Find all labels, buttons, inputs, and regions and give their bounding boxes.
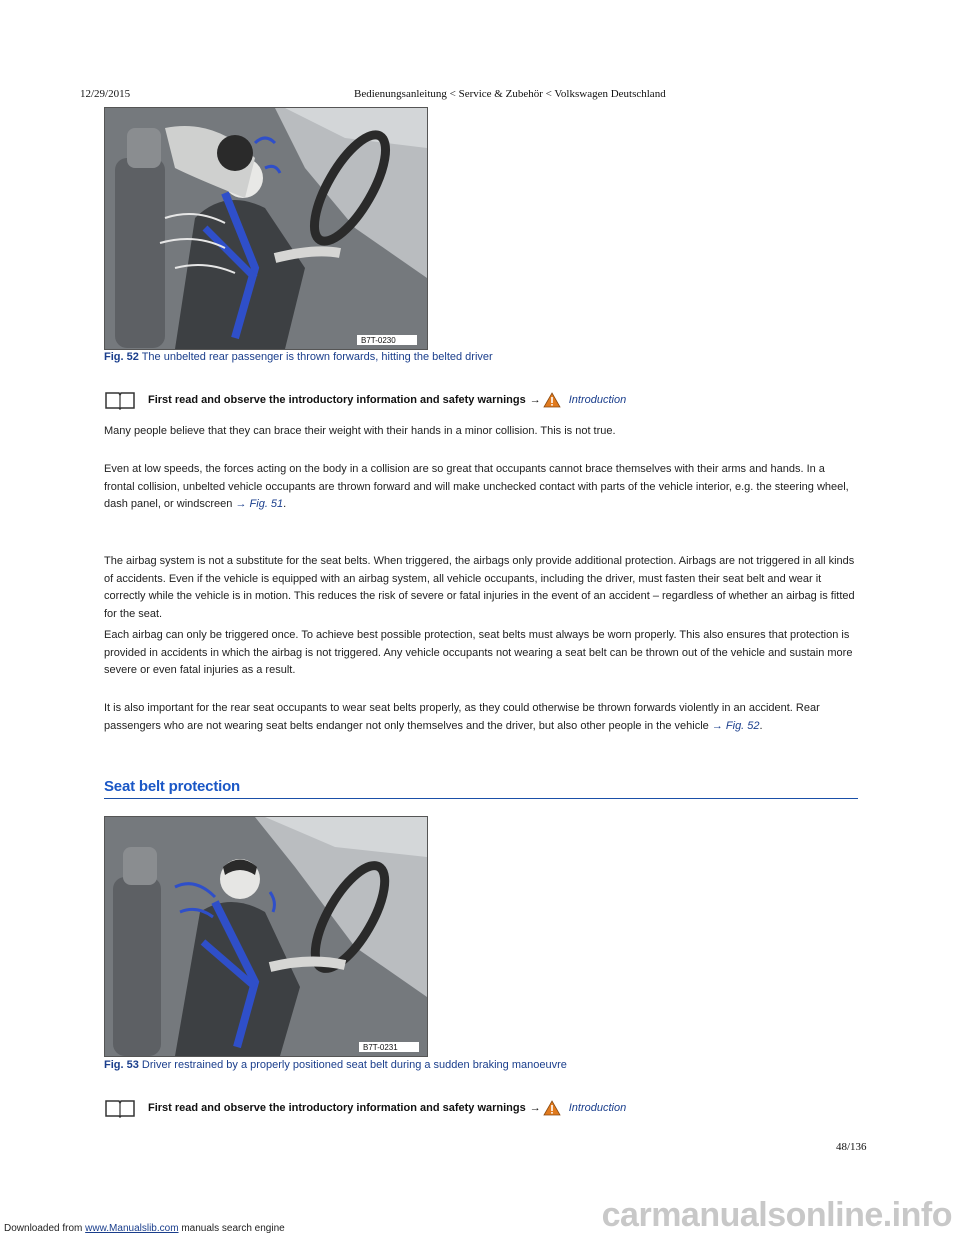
book-icon — [104, 1098, 136, 1118]
manualslib-link[interactable]: www.Manualslib.com — [85, 1223, 179, 1234]
paragraph-4 — [104, 627, 856, 680]
figure-53-illustration — [104, 816, 428, 1057]
introduction-link-2[interactable]: Introduction — [568, 1102, 627, 1114]
paragraph-4-text: Each airbag can only be triggered once. To achieve best possible protection, seat belts must always be worn properly. This also ensures that protection is provided in accidents in which the airbag is not triggered. Any vehicle occupants not wearing a seat belt can be thrown out of the vehicle and sustain more severe or even fatal injuries as a result. — [104, 629, 853, 676]
paragraph-2 — [104, 461, 856, 514]
safety-note-2 — [104, 1097, 626, 1119]
safety-note-2-arrow: → — [529, 1102, 541, 1114]
figure-52-caption — [104, 351, 493, 363]
footer-prefix: Downloaded from — [4, 1223, 83, 1234]
figure-53-code: B7T-0231 — [363, 1043, 398, 1052]
fig-51-link[interactable]: → Fig. 51 — [235, 498, 284, 510]
paragraph-5-text: It is also important for the rear seat occupants to wear seat belts properly, as they could otherwise be thrown forwards violently in an accident. Rear passengers who are not wearing seat belts endanger not only themselves and the driver, but also other people in the vehicle — [104, 702, 820, 732]
paragraph-5 — [104, 700, 856, 735]
footer-suffix: manuals search engine — [181, 1223, 285, 1234]
paragraph-1-text: Many people believe that they can brace their weight with their hands in a minor collision. This is not true. — [104, 425, 616, 437]
download-footer — [4, 1223, 285, 1234]
warning-icon — [543, 1100, 561, 1116]
paragraph-1 — [104, 423, 856, 441]
figure-52-label: Fig. 52 — [104, 351, 139, 363]
book-icon — [104, 390, 136, 410]
paragraph-2-end: . — [283, 498, 287, 510]
figure-53-caption — [104, 1059, 567, 1071]
warning-icon — [543, 392, 561, 408]
paragraph-3 — [104, 553, 856, 623]
figure-52-illustration — [104, 107, 428, 350]
section-title: Seat belt protection — [104, 778, 241, 795]
figure-52-caption-text: The unbelted rear passenger is thrown forwards, hitting the belted driver — [141, 351, 493, 363]
paragraph-2-text: Even at low speeds, the forces acting on the body in a collision are so great that occupants cannot brace themselves with their arms and hands. In a frontal collision, unbelted vehicle occupants are thrown forward and will make unchecked contact with parts of the vehicle interior, e.g. the steering wheel, dash panel, or windscreen — [104, 463, 849, 510]
print-title: Bedienungsanleitung < Service & Zubehör < Volkswagen Deutschland — [354, 88, 666, 100]
section-heading — [104, 778, 858, 799]
introduction-link-1[interactable]: Introduction — [568, 394, 627, 406]
safety-note-2-text: First read and observe the introductory information and safety warnings — [148, 1102, 526, 1114]
page-number: 48/136 — [836, 1141, 867, 1153]
watermark: carmanualsonline.info — [601, 1196, 952, 1234]
fig-52-link[interactable]: → Fig. 52 — [711, 719, 760, 732]
paragraph-3-text: The airbag system is not a substitute for the seat belts. When triggered, the airbags only provide additional protection. Airbags are not triggered in all kinds of accidents. Even if the vehicle is equipped with an airbag system, all vehicle occupants, including the driver, must fasten their seat belt and wear it correctly while the vehicle is in motion. This reduces the risk of severe or fatal injuries in the event of an accident – regardless of whether an airbag is fitted for the seat. — [104, 555, 855, 620]
figure-52-code: B7T-0230 — [361, 336, 396, 345]
paragraph-5-end: . — [759, 719, 763, 732]
safety-note-1-arrow: → — [529, 394, 541, 406]
safety-note-1 — [104, 389, 626, 411]
figure-53-caption-text: Driver restrained by a properly positioned seat belt during a sudden braking manoeuvre — [141, 1059, 567, 1071]
print-date: 12/29/2015 — [80, 88, 131, 100]
safety-note-1-text: First read and observe the introductory information and safety warnings — [148, 394, 526, 406]
figure-53-label: Fig. 53 — [104, 1059, 139, 1071]
